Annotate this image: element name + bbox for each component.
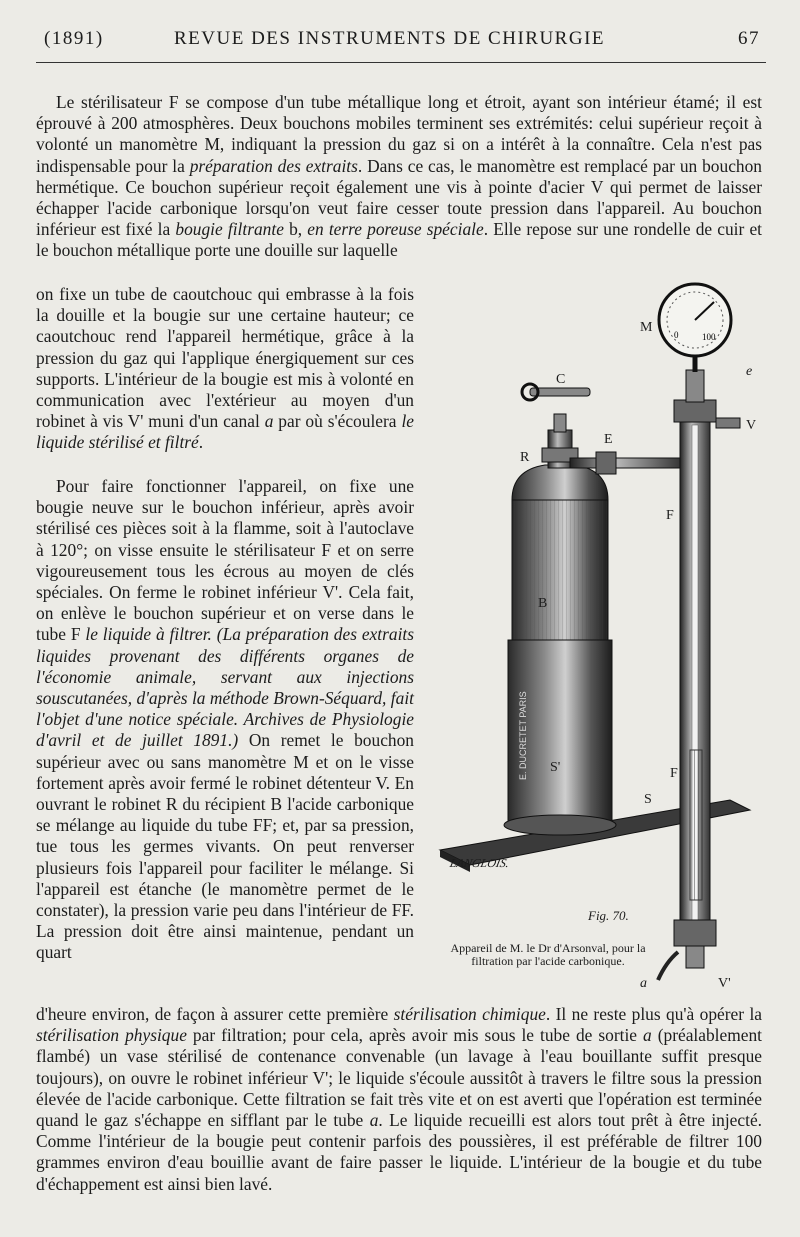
label-f-low: F [670, 766, 678, 781]
label-c: C [556, 372, 566, 387]
text-run: . Le liquide recueilli est alors tout prêt à être injecté. Comme l'intérieur de la bougie peut contenir parfois des poussières, il est préférable de filtrer 100 grammes environ d'eau bouillie avant de faire passer le liquide. L'intérieur de la bougie et du tube d'échappement est ainsi bien lavé. [36, 1110, 763, 1194]
engraver-signature: LANGLOIS. [448, 856, 511, 870]
text-run: Pour faire fonctionner l'appareil, on fixe une bougie neuve sur le bouchon inférieur, après avoir stérilisé ces pièces soit à la flamme, soit à l'autoclave à 120°; on visse ensuite le stérilisateur F et on serre vigoureusement tous les écrous au moyen de clés spéciales. On ferme le robinet inférieur V'. Cela fait, on enlève le bouchon supérieur et on verse dans le tube F [36, 476, 414, 645]
text-run: d'heure environ, de façon à assurer cette première [36, 1004, 394, 1024]
lower-valve [686, 946, 704, 968]
outlet-tube [658, 952, 678, 980]
page-number: 67 [738, 28, 760, 49]
text-run: par filtration; pour cela, après avoir mis sous le tube de sortie [186, 1025, 644, 1046]
cylinder-maker: E. DUCRETET PARIS [518, 691, 528, 780]
text-run: On remet le bouchon supérieur avec ou sans manomètre M et on le visse fortement après avoir fermé le robinet détenteur V. En ouvrant le robinet R du récipient B l'acide carbonique se mélange au liquide du tube FF; et, par sa pression, tue tous les germes vivants. On peut renverser plusieurs fois l'appareil pour faciliter le mélange. Si l'appareil est étanche (le manomètre permet de le constater), la pression varie peu dans l'intérieur de FF. La pression doit être ainsi maintenue, pendant un quart [36, 730, 414, 963]
italic-run: bougie filtrante [175, 219, 284, 240]
gauge-zero: 0 [674, 330, 679, 340]
italic-run: préparation des extraits [189, 155, 358, 176]
label-v: V [746, 418, 757, 433]
label-s: S [644, 792, 652, 807]
paragraph-1-continued [36, 284, 414, 474]
italic-run: a [369, 1110, 379, 1131]
text-run: . Dans ce cas, le manomètre est remplacé par un bouchon hermétique. Ce bouchon supérieur reçoit également une vis à pointe d'acier V qui permet de laisser échapper l'acide carbonique lorsqu'on veut faire cesser toute pression dans l'appareil. Au bouchon inférieur est fixé la [36, 155, 763, 240]
italic-run: a [264, 411, 274, 432]
label-r: R [520, 450, 530, 465]
label-v-prime: V' [718, 976, 731, 991]
italic-run: le liquide à filtrer. (La préparation des extraits liquides provenant des différents organes de l'économie animale, servant aux injections souscutanées, d'après la méthode Brown-Séquard, fait l'objet d'une notice spéciale. Archives de Physiologie d'avril et de juillet 1891.) [36, 624, 414, 751]
figure-number: Fig. 70. [588, 908, 629, 923]
gauge-value: 100 [702, 332, 716, 342]
connecting-pipe [570, 458, 682, 468]
text-run: Le stérilisateur F se compose d'un tube métallique long et étroit, ayant son intérieur étamé; il est éprouvé à 200 atmosphères. Deux bouchons mobiles terminent ses extrémités: celui supérieur reçoit à volonté un manomètre M, indiquant la pression du gaz si on a intérêt à la connaître. Cela n'est pas indispensable pour la [36, 92, 762, 176]
paragraph-2 [36, 476, 414, 1016]
page-header [44, 24, 760, 54]
italic-run: a [643, 1025, 652, 1046]
label-e-pipe: E [604, 432, 613, 447]
text-run: . Elle repose sur une rondelle de cuir et le bouchon métallique porte une douille sur laquelle [36, 219, 762, 261]
text-run: par où s'écoulera [273, 411, 402, 432]
label-f-top: F [666, 508, 674, 523]
figure-caption: Appareil de M. le Dr d'Arsonval, pour la filtration par l'acide carbonique. [450, 941, 646, 968]
header-title: REVUE DES INSTRUMENTS DE CHIRURGIE [174, 28, 605, 49]
text-run: . [198, 432, 204, 453]
paragraph-3 [36, 1004, 762, 1216]
text-run: . Il ne reste plus qu'à opérer la [545, 1004, 762, 1024]
text-run: (préalablement flambé) un vase stérilisé de contenance convenable (un lavage à l'eau bouillante suffit presque toujours), on ouvre le robinet inférieur V'; le liquide s'écoule aussitôt à travers le filtre sous la pression élevée de l'acide carbonique. Cette filtration se fait très vite et on est averti que l'opération est terminée quand le gaz s'échappe en sifflant par le tube [36, 1025, 763, 1131]
header-year: (1891) [44, 28, 104, 49]
italic-run: en terre poreuse spéciale [307, 219, 484, 240]
italic-run: le liquide stérilisé et filtré [36, 411, 414, 453]
sterilizer-illustration [430, 280, 770, 990]
paragraph-1 [36, 92, 762, 284]
header-rule [36, 62, 766, 63]
italic-run: stérilisation chimique [393, 1004, 546, 1024]
label-m: M [640, 320, 653, 335]
filter-candle [690, 750, 702, 900]
label-b: B [538, 596, 548, 611]
label-e: e [746, 364, 753, 379]
text-run: on fixe un tube de caoutchouc qui embrasse à la fois la douille et la bougie sur une certaine hauteur; ce caoutchouc rend l'appareil hermétique, grâce à la pression du gaz qui l'applique énergiquement sur ces supports. L'intérieur de la bougie est mis à volonté en communication avec l'extérieur au moyen d'un robinet à vis V' muni d'un canal [36, 284, 414, 432]
screw-v [716, 418, 740, 428]
text-run: b, [283, 219, 308, 240]
label-a: a [640, 976, 647, 991]
label-s-cylinder: S' [550, 760, 561, 775]
italic-run: stérilisation physique [36, 1025, 187, 1046]
